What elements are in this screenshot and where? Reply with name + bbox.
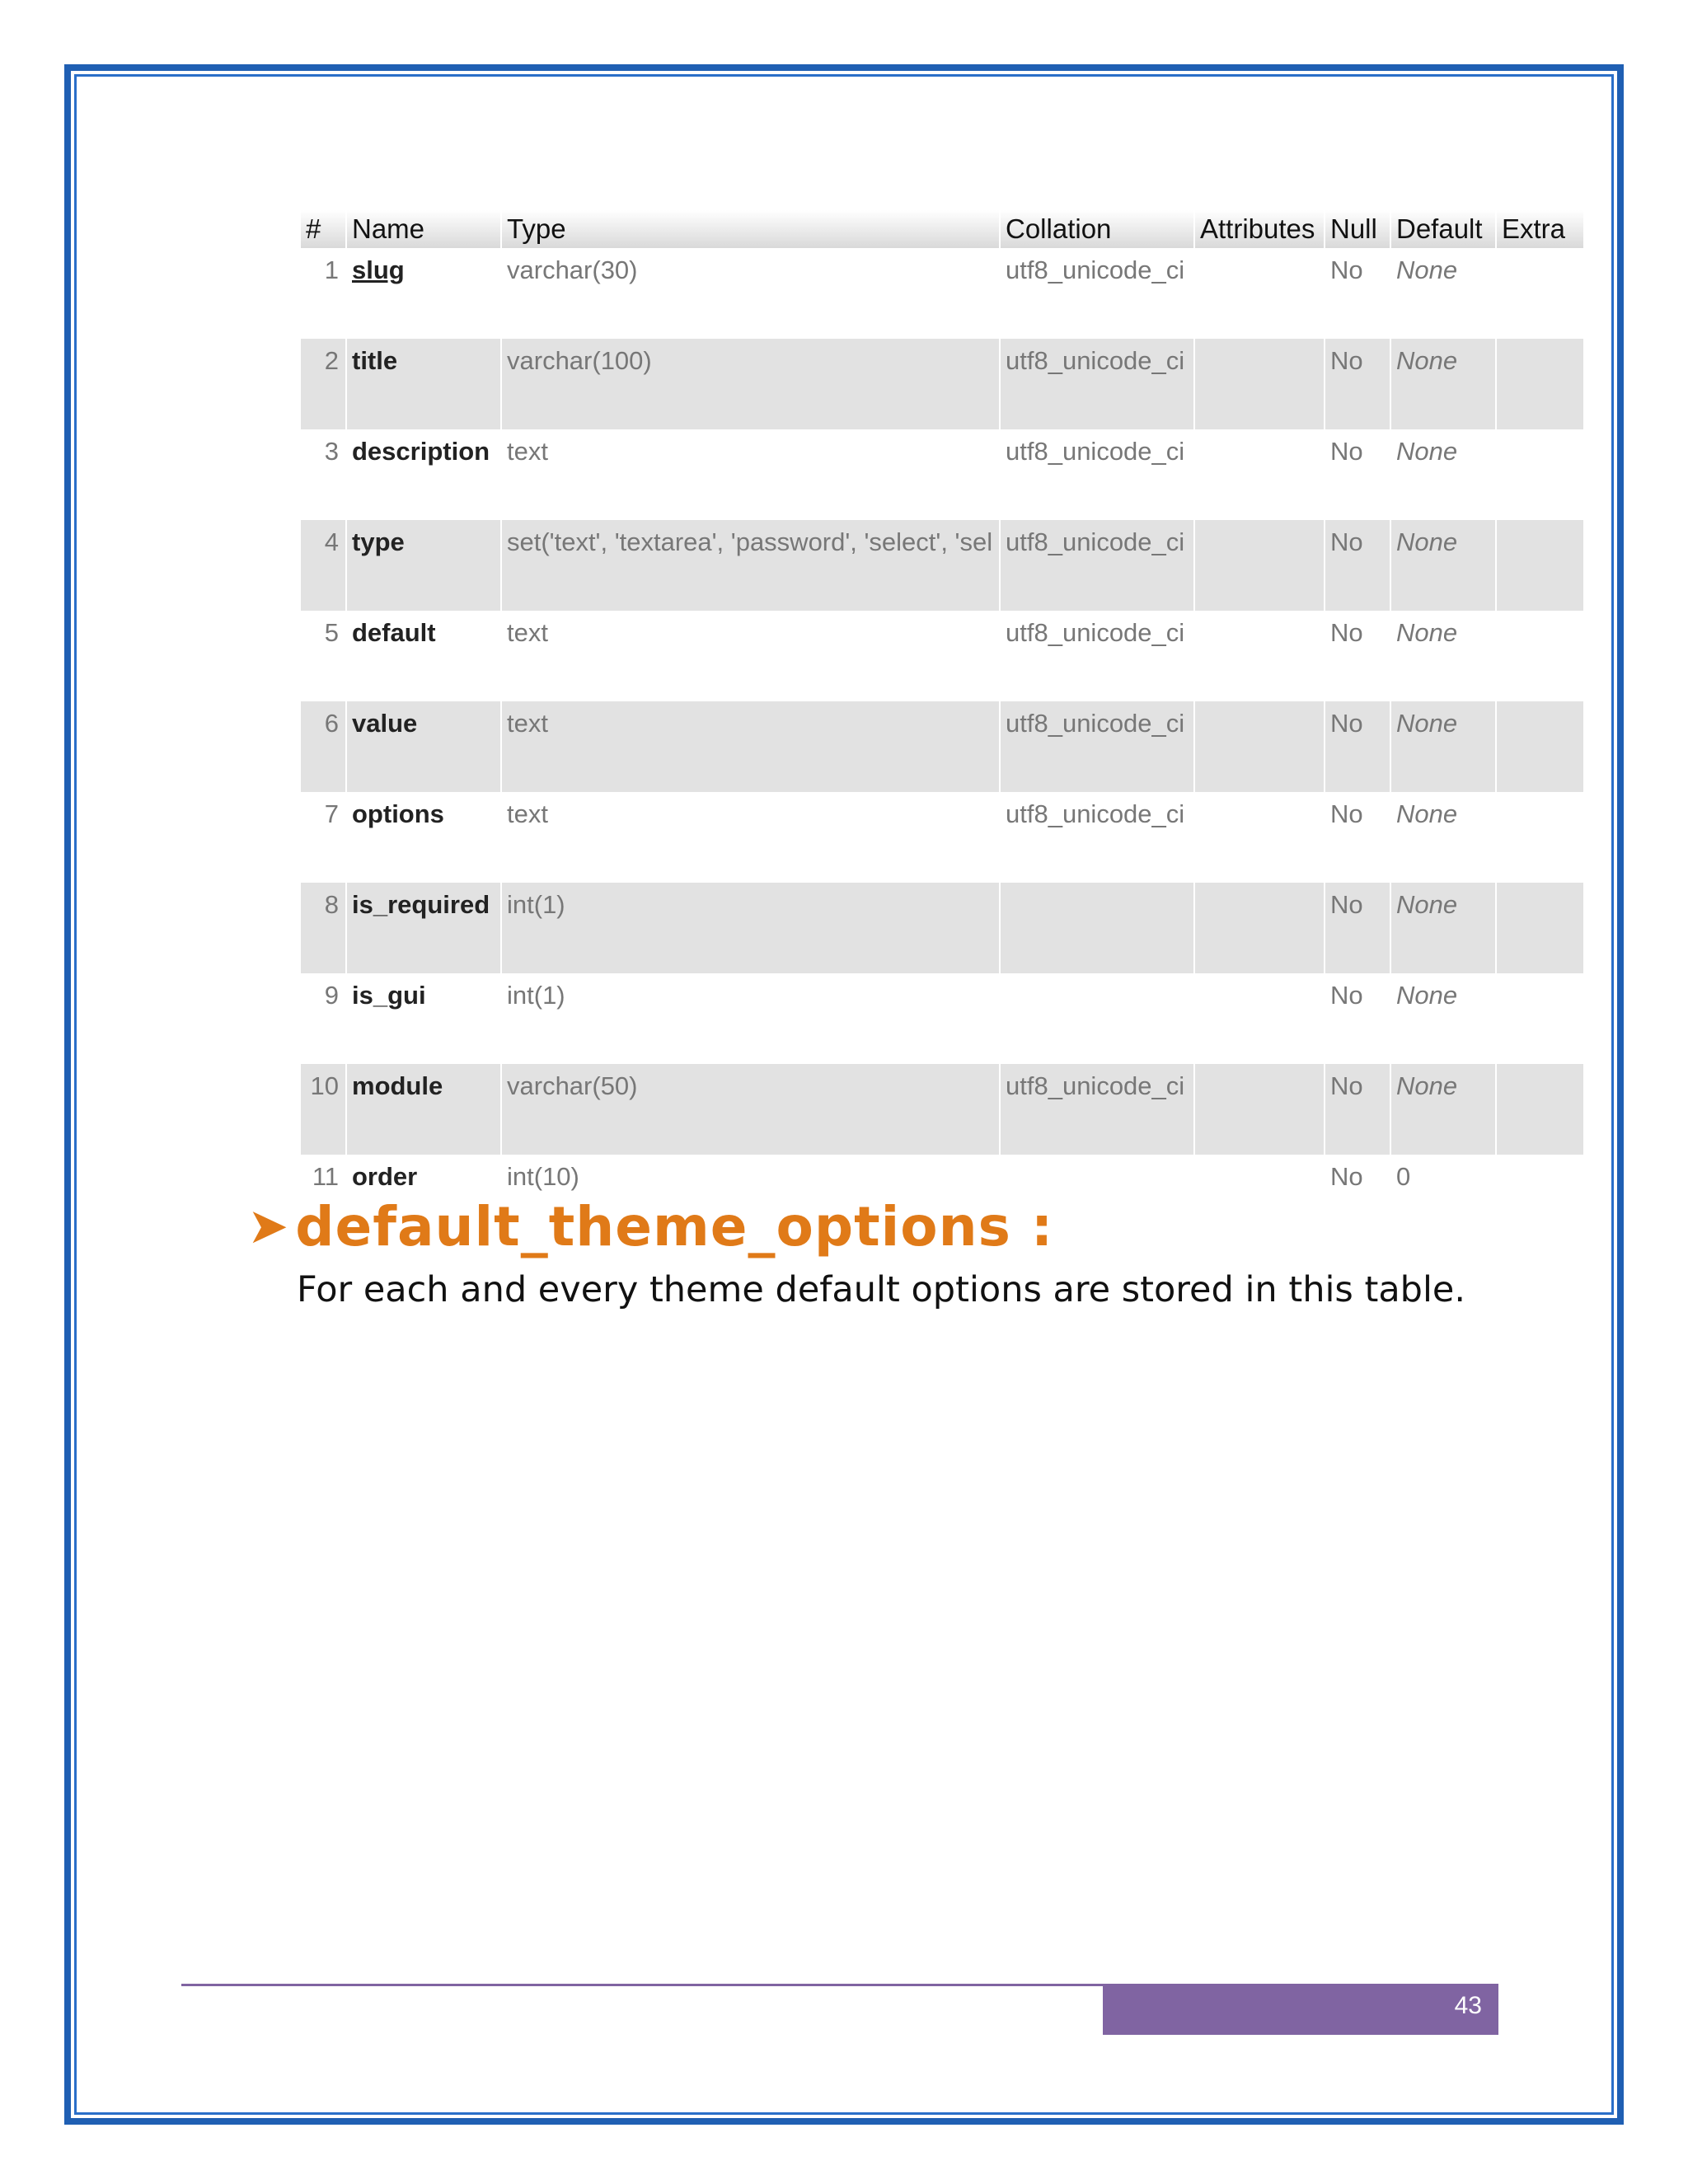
cell-extra: [1496, 611, 1584, 701]
cell-num: 11: [301, 1155, 346, 1245]
cell-name: is_gui: [346, 973, 501, 1064]
cell-extra: [1496, 1155, 1584, 1245]
cell-collation: [1000, 883, 1194, 973]
cell-type: int(1): [501, 883, 1000, 973]
header-col-null: Null: [1325, 210, 1390, 248]
arrow-bullet-icon: ➤: [247, 1197, 289, 1255]
cell-default: None: [1390, 883, 1496, 973]
cell-default: None: [1390, 429, 1496, 520]
cell-null: No: [1325, 1155, 1390, 1245]
cell-num: 7: [301, 792, 346, 883]
cell-extra: [1496, 792, 1584, 883]
cell-type: text: [501, 429, 1000, 520]
page-number: 43: [1454, 1992, 1482, 2019]
cell-collation: utf8_unicode_ci: [1000, 1064, 1194, 1155]
cell-extra: [1496, 520, 1584, 611]
cell-null: No: [1325, 429, 1390, 520]
cell-type: text: [501, 611, 1000, 701]
cell-name: value: [346, 701, 501, 792]
cell-num: 9: [301, 973, 346, 1064]
table-body: [301, 248, 1584, 1245]
table-row: [301, 1064, 1584, 1155]
cell-name: title: [346, 339, 501, 429]
cell-attributes: [1194, 973, 1325, 1064]
cell-null: No: [1325, 611, 1390, 701]
cell-collation: [1000, 973, 1194, 1064]
cell-type: int(1): [501, 973, 1000, 1064]
cell-null: No: [1325, 883, 1390, 973]
section-description: For each and every theme default options are stored in this table.: [297, 1269, 1466, 1310]
cell-name: default: [346, 611, 501, 701]
cell-null: No: [1325, 1064, 1390, 1155]
table-header-row: [301, 210, 1584, 248]
header-col-attributes: Attributes: [1194, 210, 1325, 248]
cell-null: No: [1325, 248, 1390, 339]
cell-type: varchar(100): [501, 339, 1000, 429]
cell-type: varchar(50): [501, 1064, 1000, 1155]
section-heading-text: default_theme_options :: [295, 1194, 1054, 1258]
cell-extra: [1496, 429, 1584, 520]
cell-num: 10: [301, 1064, 346, 1155]
cell-extra: [1496, 701, 1584, 792]
cell-collation: utf8_unicode_ci: [1000, 792, 1194, 883]
table-row: [301, 973, 1584, 1064]
cell-null: No: [1325, 520, 1390, 611]
cell-default: None: [1390, 520, 1496, 611]
cell-num: 2: [301, 339, 346, 429]
cell-default: None: [1390, 339, 1496, 429]
cell-name: type: [346, 520, 501, 611]
cell-attributes: [1194, 339, 1325, 429]
cell-collation: utf8_unicode_ci: [1000, 339, 1194, 429]
header-col-extra: Extra: [1496, 210, 1584, 248]
cell-num: 5: [301, 611, 346, 701]
cell-type: set('text', 'textarea', 'password', 'select', 'sel: [501, 520, 1000, 611]
cell-extra: [1496, 339, 1584, 429]
cell-collation: utf8_unicode_ci: [1000, 611, 1194, 701]
cell-attributes: [1194, 883, 1325, 973]
header-col-default: Default: [1390, 210, 1496, 248]
footer-divider: [181, 1984, 1104, 1986]
table-row: [301, 611, 1584, 701]
cell-extra: [1496, 248, 1584, 339]
cell-type: text: [501, 701, 1000, 792]
cell-null: No: [1325, 973, 1390, 1064]
cell-num: 6: [301, 701, 346, 792]
table-row: [301, 339, 1584, 429]
cell-name: description: [346, 429, 501, 520]
header-col-num: #: [301, 210, 346, 248]
cell-type: int(10): [501, 1155, 1000, 1245]
cell-attributes: [1194, 1155, 1325, 1245]
cell-default: None: [1390, 792, 1496, 883]
table-row: [301, 701, 1584, 792]
cell-collation: utf8_unicode_ci: [1000, 429, 1194, 520]
cell-extra: [1496, 973, 1584, 1064]
cell-type: varchar(30): [501, 248, 1000, 339]
cell-name: options: [346, 792, 501, 883]
section-heading: [247, 1193, 1053, 1259]
cell-collation: utf8_unicode_ci: [1000, 520, 1194, 611]
table-row: [301, 883, 1584, 973]
cell-null: No: [1325, 701, 1390, 792]
cell-name: is_required: [346, 883, 501, 973]
cell-attributes: [1194, 520, 1325, 611]
table-row: [301, 429, 1584, 520]
cell-attributes: [1194, 792, 1325, 883]
table-row: [301, 248, 1584, 339]
page-number-box: [1103, 1984, 1498, 2035]
cell-attributes: [1194, 429, 1325, 520]
cell-collation: utf8_unicode_ci: [1000, 248, 1194, 339]
cell-name: order: [346, 1155, 501, 1245]
header-col-collation: Collation: [1000, 210, 1194, 248]
cell-type: text: [501, 792, 1000, 883]
cell-default: None: [1390, 1064, 1496, 1155]
table-row: [301, 792, 1584, 883]
cell-collation: utf8_unicode_ci: [1000, 701, 1194, 792]
cell-extra: [1496, 883, 1584, 973]
cell-null: No: [1325, 339, 1390, 429]
header-col-type: Type: [501, 210, 1000, 248]
cell-attributes: [1194, 248, 1325, 339]
table-row: [301, 520, 1584, 611]
schema-table: [301, 210, 1585, 1245]
cell-null: No: [1325, 792, 1390, 883]
cell-attributes: [1194, 1064, 1325, 1155]
cell-attributes: [1194, 701, 1325, 792]
cell-name: module: [346, 1064, 501, 1155]
cell-default: None: [1390, 248, 1496, 339]
cell-num: 1: [301, 248, 346, 339]
cell-num: 3: [301, 429, 346, 520]
cell-default: 0: [1390, 1155, 1496, 1245]
header-col-name: Name: [346, 210, 501, 248]
cell-num: 4: [301, 520, 346, 611]
cell-num: 8: [301, 883, 346, 973]
cell-default: None: [1390, 973, 1496, 1064]
cell-name: slug: [346, 248, 501, 339]
cell-default: None: [1390, 611, 1496, 701]
cell-attributes: [1194, 611, 1325, 701]
cell-extra: [1496, 1064, 1584, 1155]
cell-default: None: [1390, 701, 1496, 792]
